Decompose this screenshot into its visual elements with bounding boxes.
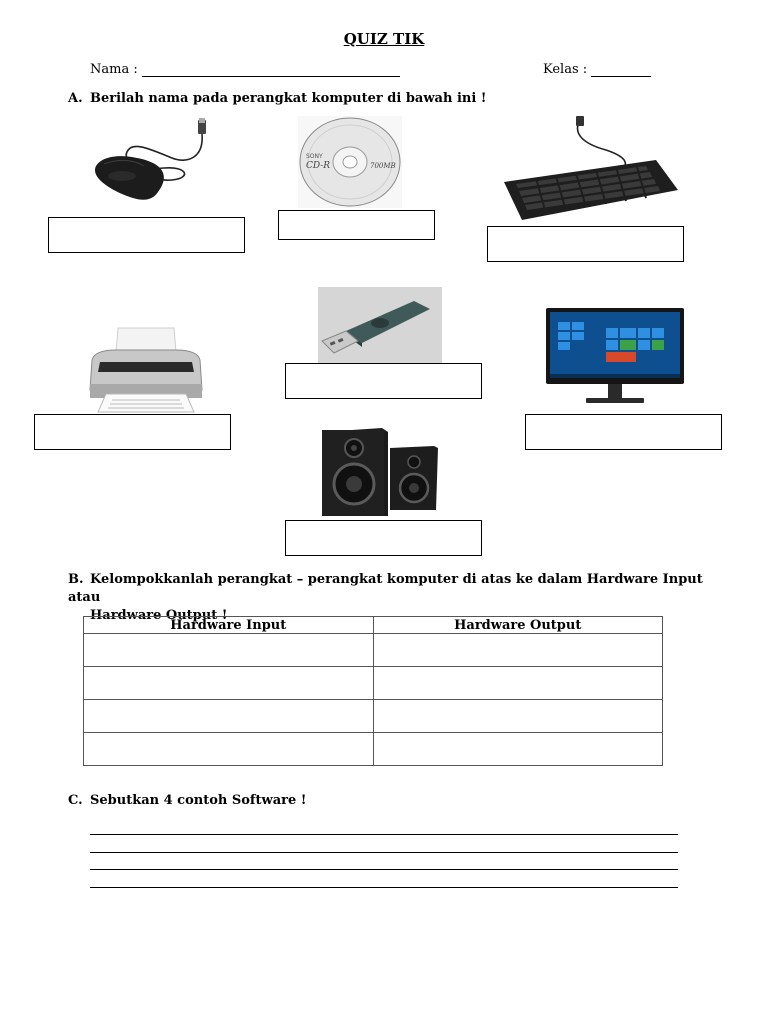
input-cell[interactable]	[84, 700, 374, 733]
table-row	[84, 667, 663, 700]
page-title: QUIZ TIK	[343, 30, 425, 48]
header-hardware-output: Hardware Output	[373, 617, 663, 634]
nama-input-line[interactable]	[142, 62, 400, 77]
answer-line[interactable]	[90, 869, 678, 870]
output-cell[interactable]	[373, 700, 663, 733]
flashdisk-icon	[318, 287, 442, 363]
kelas-input-line[interactable]	[591, 62, 651, 77]
mouse-icon	[92, 118, 212, 218]
hardware-table	[83, 616, 663, 766]
printer-icon	[84, 322, 208, 414]
section-c-number: C.	[68, 793, 83, 808]
header-hardware-input: Hardware Input	[84, 617, 374, 634]
answer-box-6[interactable]	[525, 414, 722, 450]
section-b-text-2: Hardware Output !	[90, 608, 228, 623]
input-cell[interactable]	[84, 634, 374, 667]
answer-line[interactable]	[90, 887, 678, 888]
answer-line[interactable]	[90, 834, 678, 835]
output-cell[interactable]	[373, 634, 663, 667]
answer-line[interactable]	[90, 852, 678, 853]
answer-box-3[interactable]	[487, 226, 684, 262]
kelas-label: Kelas :	[543, 62, 588, 77]
output-cell[interactable]	[373, 667, 663, 700]
output-cell[interactable]	[373, 733, 663, 766]
section-a-number: A.	[68, 91, 83, 106]
answer-box-5[interactable]	[34, 414, 231, 450]
answer-box-2[interactable]	[278, 210, 435, 240]
input-cell[interactable]	[84, 667, 374, 700]
section-b-number: B.	[68, 572, 84, 587]
cd-capacity: 700MB	[370, 162, 396, 170]
keyboard-icon	[496, 116, 686, 224]
section-b-text-1: Kelompokkanlah perangkat – perangkat komputer di atas ke dalam Hardware Input atau	[68, 572, 703, 605]
nama-field	[90, 62, 400, 77]
monitor-icon	[546, 308, 686, 406]
kelas-field	[543, 62, 651, 77]
input-cell[interactable]	[84, 733, 374, 766]
speaker-icon	[318, 426, 442, 520]
table-row	[84, 634, 663, 667]
section-a-text: Berilah nama pada perangkat komputer di bawah ini !	[90, 91, 487, 106]
table-row	[84, 733, 663, 766]
answer-box-1[interactable]	[48, 217, 245, 253]
nama-label: Nama :	[90, 62, 138, 77]
answer-box-7[interactable]	[285, 520, 482, 556]
cd-icon	[298, 116, 402, 208]
section-a-instruction	[68, 91, 487, 106]
answer-box-4[interactable]	[285, 363, 482, 399]
section-c-text: Sebutkan 4 contoh Software !	[90, 793, 307, 808]
section-c-instruction	[68, 793, 307, 808]
table-row	[84, 700, 663, 733]
cd-type: CD-R	[306, 161, 331, 171]
cd-brand: SONY	[306, 153, 323, 160]
